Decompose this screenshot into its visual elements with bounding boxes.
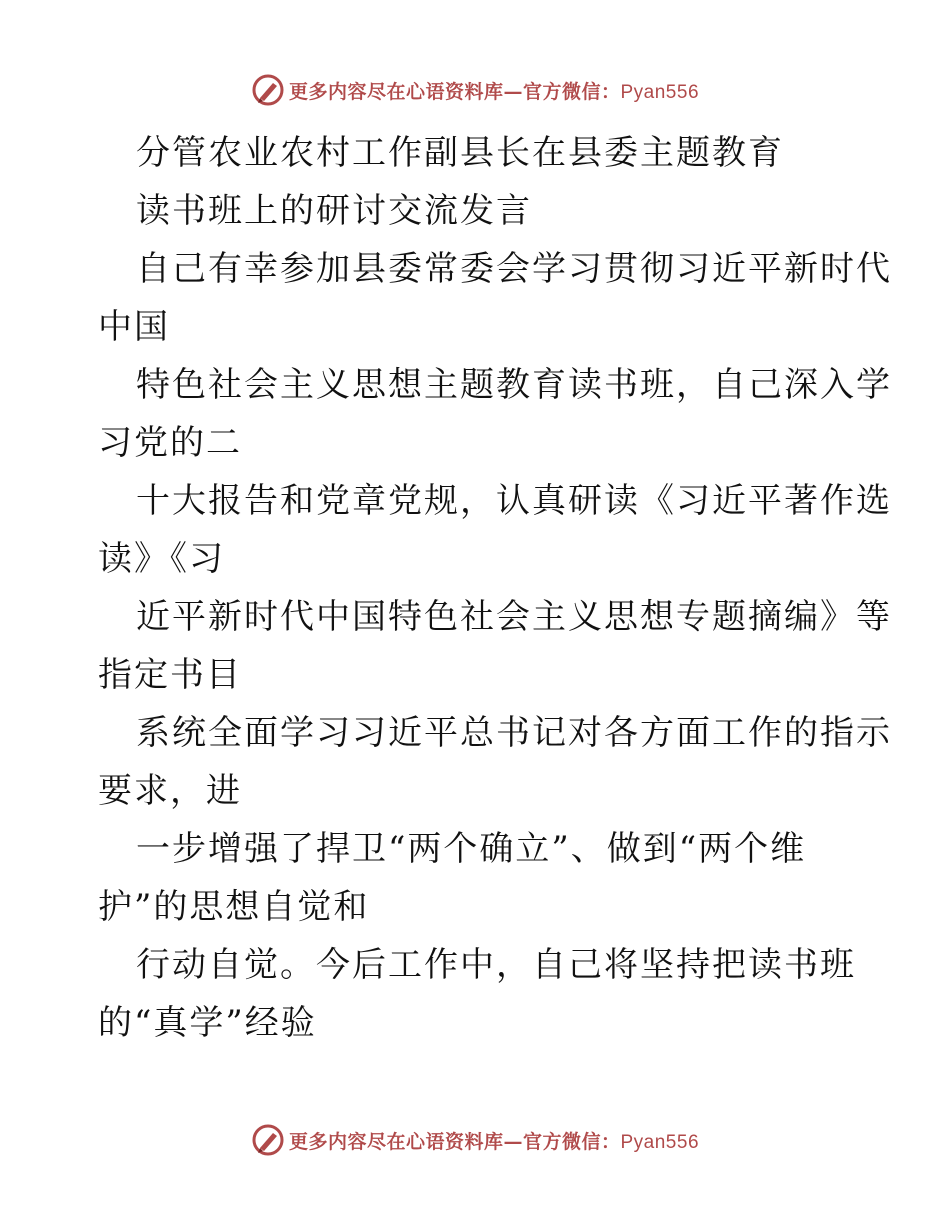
text-line: 护”的思想自觉和 — [98, 887, 370, 927]
text-line: 读》《习 — [98, 539, 225, 579]
text-line: 自己有幸参加县委常委会学习贯彻习近平新时代 — [136, 249, 892, 289]
watermark-text: 更多内容尽在心语资料库—官方微信：Pyan556 — [288, 80, 700, 103]
pen-logo-icon — [251, 1123, 285, 1157]
watermark-text: 更多内容尽在心语资料库—官方微信：Pyan556 — [288, 1130, 700, 1153]
text-line: 一步增强了捍卫“两个确立”、做到“两个维 — [136, 829, 807, 869]
text-line: 要求，进 — [98, 771, 242, 811]
text-line: 十大报告和党章党规，认真研读《习近平著作选 — [136, 481, 892, 521]
text-line: 分管农业农村工作副县长在县委主题教育 — [136, 133, 784, 173]
text-line: 习党的二 — [98, 423, 242, 463]
text-line: 中国 — [98, 307, 170, 347]
pen-logo-icon — [251, 73, 285, 107]
text-line: 读书班上的研讨交流发言 — [136, 191, 532, 231]
text-line: 近平新时代中国特色社会主义思想专题摘编》等 — [136, 597, 892, 637]
watermark-footer — [0, 1120, 950, 1160]
document-body — [98, 124, 892, 1052]
text-line: 特色社会主义思想主题教育读书班，自己深入学 — [136, 365, 892, 405]
watermark-header — [0, 70, 950, 110]
text-line: 的“真学”经验 — [98, 1003, 317, 1043]
text-line: 指定书目 — [98, 655, 242, 695]
text-line: 系统全面学习习近平总书记对各方面工作的指示 — [136, 713, 892, 753]
text-line: 行动自觉。今后工作中，自己将坚持把读书班 — [136, 945, 856, 985]
